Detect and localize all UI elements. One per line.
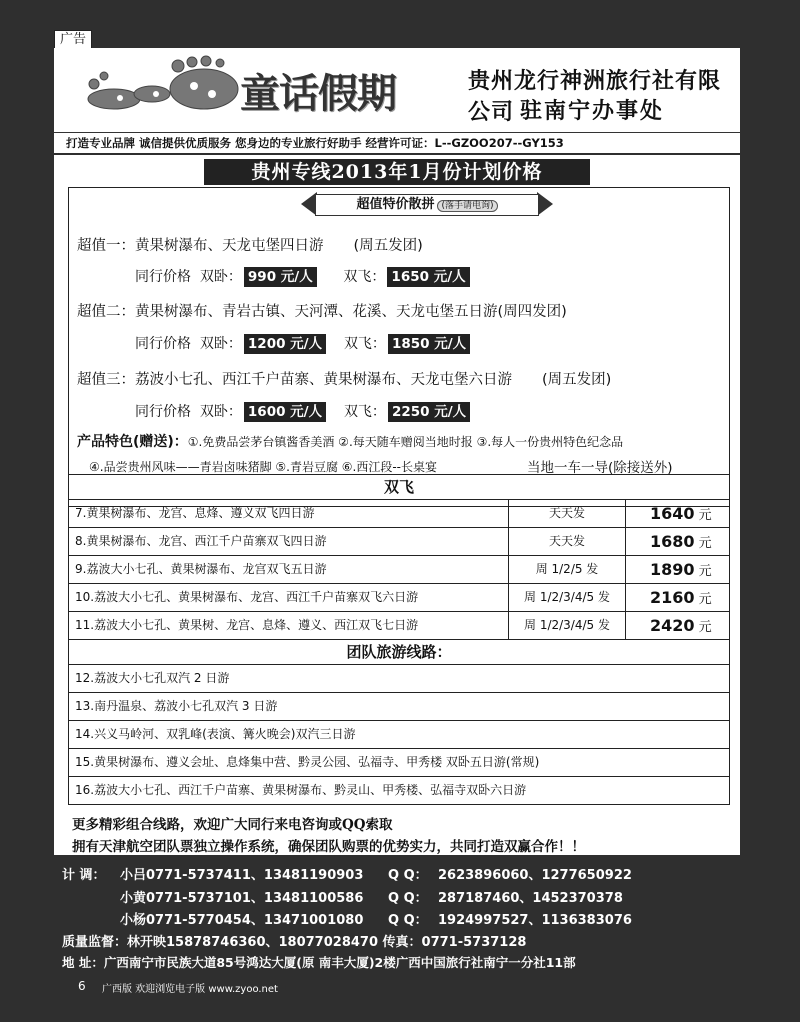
contact-phone: 小杨0771-5770454、13471001080 [120, 913, 364, 928]
qq-label: Q Q： [388, 868, 428, 883]
special-ribbon [301, 192, 553, 216]
features-note: 当地一车一导(除接送外) [527, 460, 673, 476]
contact-phone: 小黄0771-5737101、13481100586 [120, 891, 364, 906]
office-name: 驻南宁办事处 [520, 98, 665, 124]
page-number: 6 [78, 979, 86, 993]
company-name: 贵州龙行神洲旅行社有限公司 [468, 68, 722, 125]
group-section-heading: 团队旅游线路： [68, 640, 730, 665]
table-row: 15.黄果树瀑布、遵义会址、息烽集中营、黔灵公园、弘福寺、甲秀楼 双卧五日游(常规) [68, 749, 730, 777]
deal-title: 超值一：黄果树瀑布、天龙屯堡四日游 (周五发团) [77, 238, 423, 254]
table-row: 16.荔波大小七孔、西江千户苗寨、黄果树瀑布、黔灵山、甲秀楼、弘福寺双卧六日游 [68, 777, 730, 805]
address-line: 地 址：广西南宁市民族大道85号鸿达大厦(原 南丰大厦)2楼广西中国旅行社南宁一分社11部 [62, 955, 576, 970]
header [54, 48, 740, 132]
deal-prices: 同行价格 双卧： 1600 元/人 双飞： 2250 元/人 [135, 401, 470, 422]
price-badge: 1600 元/人 [244, 402, 326, 422]
footer-text: 广西版 欢迎浏览电子版 www.zyoo.net [102, 984, 278, 995]
contact-qq: 1924997527、1136383076 [438, 913, 632, 928]
deal-title: 超值三：荔波小七孔、西江千户苗寨、黄果树瀑布、天龙屯堡六日游 (周五发团) [77, 372, 612, 388]
ribbon-note: (落手请电询) [437, 200, 497, 212]
fly-section-heading: 双飞 [68, 474, 730, 500]
supervisor-line: 质量监督：林开映15878746360、18077028470 传真：0771-5737128 [62, 935, 527, 950]
ad-label: 广告 [54, 30, 92, 50]
promo-line: 拥有天津航空团队票独立操作系统，确保团队购票的优势实力，共同打造双赢合作！！ [72, 839, 585, 855]
features-line: ④.品尝贵州风味——青岩卤味猪脚 ⑤.青岩豆腐 ⑥.西江段--长桌宴 [89, 460, 438, 474]
table-row: 7.黄果树瀑布、龙宫、息烽、遵义双飞四日游 天天发 1640 元 [68, 500, 730, 528]
promo-line: 更多精彩组合线路，欢迎广大同行来电咨询或QQ索取 [72, 817, 393, 833]
table-row: 11.荔波大小七孔、黄果树、龙宫、息烽、遵义、西江双飞七日游 周 1/2/3/4/5 发 2420 元 [68, 612, 730, 640]
table-row: 13.南丹温泉、荔波小七孔双汽 3 日游 [68, 693, 730, 721]
qq-label: Q Q： [388, 891, 428, 906]
main-content [54, 155, 740, 855]
table-row: 10.荔波大小七孔、黄果树瀑布、龙宫、西江千户苗寨双飞六日游 周 1/2/3/4/5 发 2160 元 [68, 584, 730, 612]
table-row: 14.兴义马岭河、双乳峰(表演、篝火晚会)双汽三日游 [68, 721, 730, 749]
price-badge: 1200 元/人 [244, 334, 326, 354]
contact-qq: 287187460、1452370378 [438, 891, 623, 906]
price-badge: 1650 元/人 [387, 267, 469, 287]
table-row: 12.荔波大小七孔双汽 2 日游 [68, 665, 730, 693]
brand-name: 童话假期 [240, 70, 396, 117]
special-offers-box [68, 187, 730, 507]
contact-block [54, 856, 740, 971]
tagline: 打造专业品牌 诚信提供优质服务 您身边的专业旅行好助手 经营许可证：L--GZOO207--GY153 [54, 132, 740, 153]
price-badge: 990 元/人 [244, 267, 317, 287]
footer [54, 975, 740, 997]
price-badge: 1850 元/人 [388, 334, 470, 354]
table-row: 9.荔波大小七孔、黄果树瀑布、龙宫双飞五日游 周 1/2/5 发 1890 元 [68, 556, 730, 584]
contact-qq: 2623896060、1277650922 [438, 868, 632, 883]
contact-label: 计 调： [62, 868, 106, 883]
features-line: 产品特色(赠送)：①.免费品尝茅台镇酱香美酒 ②.每天随车赠阅当地时报 ③.每人一份贵州特色纪念品 [77, 434, 624, 450]
deal-prices: 同行价格 双卧： 990 元/人 双飞： 1650 元/人 [135, 266, 470, 287]
page-title: 贵州专线2013年1月份计划价格 [204, 159, 590, 185]
qq-label: Q Q： [388, 913, 428, 928]
contact-phone: 小吕0771-5737411、13481190903 [120, 868, 364, 883]
deal-prices: 同行价格 双卧： 1200 元/人 双飞： 1850 元/人 [135, 333, 470, 354]
deal-title: 超值二：黄果树瀑布、青岩古镇、天河潭、花溪、天龙屯堡五日游(周四发团) [77, 304, 567, 320]
table-row: 8.黄果树瀑布、龙宫、西江千户苗寨双飞四日游 天天发 1680 元 [68, 528, 730, 556]
price-badge: 2250 元/人 [388, 402, 470, 422]
ribbon-text: 超值特价散拼 [356, 197, 435, 212]
